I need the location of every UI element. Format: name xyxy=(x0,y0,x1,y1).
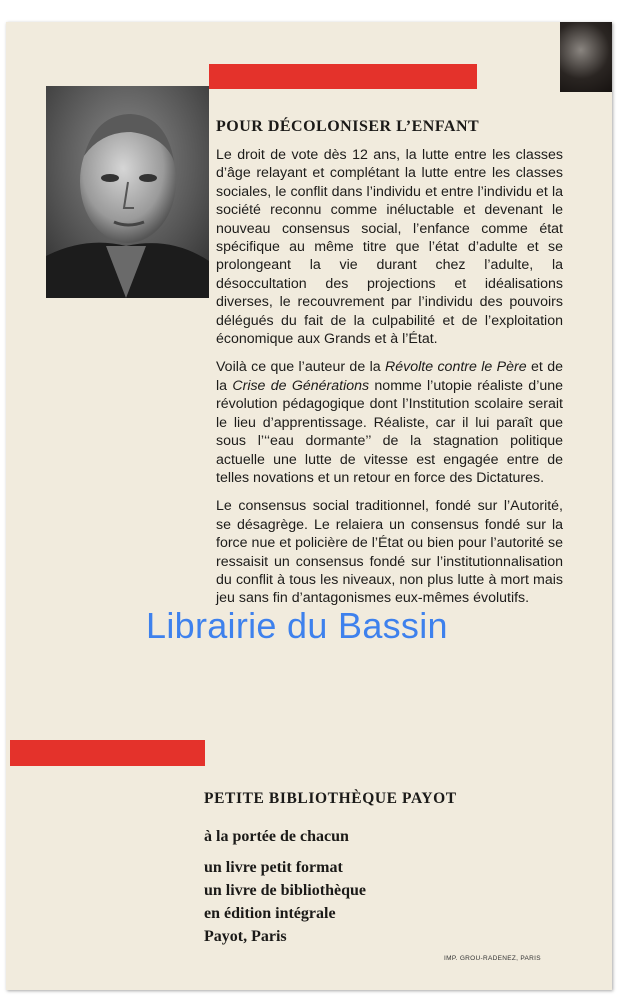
blurb-paragraph xyxy=(216,497,563,607)
cover-corner-image xyxy=(560,22,612,92)
blurb-paragraph xyxy=(216,358,563,487)
author-photo xyxy=(46,86,209,298)
tagline-line: un livre petit format xyxy=(204,859,343,876)
text-run: Voilà ce que l’auteur de la xyxy=(216,359,385,376)
series-taglines xyxy=(204,825,366,948)
text-run: nomme l’utopie réaliste d’une révolution pédagogique dont l’Institution scolaire serait le lieu d’apprentissage. Réaliste, car il lui paraît que sous l’‘‘eau dormante’’ de la stagnation politique actuelle une lutte de vitesse est engagée entre de telles novations et un retour en force des Dictatures. xyxy=(216,377,564,486)
red-bar-top xyxy=(209,64,477,89)
blurb-text xyxy=(216,146,563,618)
printer-credit: IMP. GROU-RADENEZ, PARIS xyxy=(444,955,541,962)
cover-title: POUR DÉCOLONISER L’ENFANT xyxy=(216,118,480,135)
bookseller-watermark: Librairie du Bassin xyxy=(146,605,448,646)
publisher-line: Payot, Paris xyxy=(204,928,287,945)
text-run: Le consensus social traditionnel, fondé sur l’Autorité, se désagrège. Le relaiera un consensus fondé sur la force nue et policière de l’État ou bien pour l’autorité se ressaisit un consensus fondé sur l’institutionnalisation du conflit à tous les niveaux, non plus lutte à mort mais jeu sans fin d’antagonismes eux-mêmes évolutifs. xyxy=(216,498,563,607)
tagline-line: un livre de bibliothèque xyxy=(204,882,366,899)
tagline-line: en édition intégrale xyxy=(204,905,336,922)
text-run: Le droit de vote dès 12 ans, la lutte entre les classes d’âge relayant et complétant la lutte entre les classes sociales, le conflit dans l’individu et entre l’individu et la société reconnu comme inéluctable et devenant le nouveau consensus social, l’enfance comme état spécifique au même titre que l’état d’adulte et se prolongeant la vie durant chez l’adulte, la désoccultation des projections et idéalisations diverses, le recouvrement par l’individu des pouvoirs délégués du fait de la culpabilité et de l’exploitation économique aux Grands et à l’État. xyxy=(216,147,563,348)
book-title-italic: Révolte contre le Père xyxy=(384,359,527,376)
red-bar-middle xyxy=(10,740,205,766)
book-back-cover xyxy=(6,22,612,990)
blurb-paragraph xyxy=(216,146,563,348)
text-run: et de la xyxy=(216,359,563,394)
tagline-intro: à la portée de chacun xyxy=(204,828,349,845)
series-name: PETITE BIBLIOTHÈQUE PAYOT xyxy=(204,790,457,807)
book-title-italic: Crise de Générations xyxy=(232,377,370,394)
